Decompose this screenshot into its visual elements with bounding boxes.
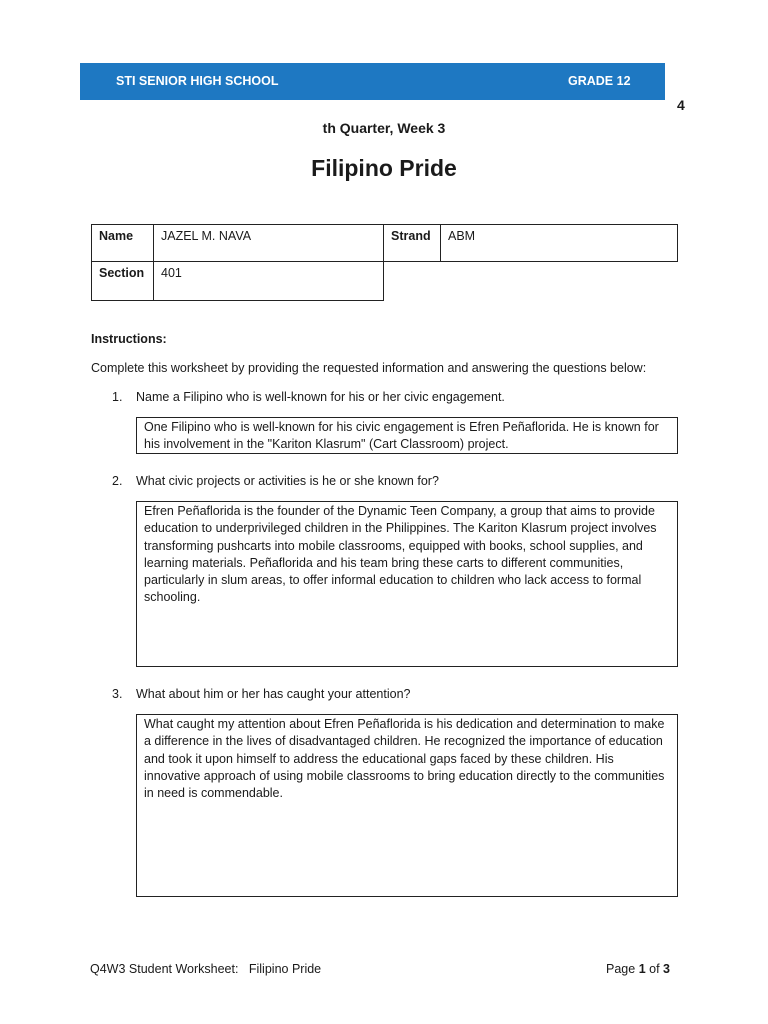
page-title: Filipino Pride bbox=[311, 155, 457, 181]
page-word: Page bbox=[606, 962, 636, 976]
strand-value: ABM bbox=[440, 224, 678, 262]
answer-box-2[interactable]: Efren Peñaflorida is the founder of the Dynamic Teen Company, a group that aims to provide education to underprivileged children in the Philippines. The Kariton Klasrum project involves transforming pushcarts into mobile classrooms, equipped with books, school supplies, and learning materials. Peñaflorida and his team bring these carts to different communities, particularly in slum areas, to offer informal education to children who lack access to formal schooling. bbox=[136, 501, 678, 667]
answer-box-3[interactable]: What caught my attention about Efren Peñaflorida is his dedication and determination to make a difference in the lives of disadvantaged children. He recognized the importance of education and took it upon himself to address the educational gaps faced by these children. His innovative approach of using mobile classrooms to bring education directly to the communities in need is commendable. bbox=[136, 714, 678, 897]
question-number: 1. bbox=[112, 390, 123, 404]
instructions-label: Instructions: bbox=[91, 332, 167, 346]
quarter-number: 4 bbox=[677, 97, 685, 113]
footer-worksheet-title: Q4W3 Student Worksheet: Filipino Pride bbox=[90, 962, 322, 976]
strand-label: Strand bbox=[383, 224, 441, 262]
page-of: of bbox=[649, 962, 660, 976]
instructions-text: Complete this worksheet by providing the requested information and answering the questions below: bbox=[91, 361, 647, 375]
question-number: 3. bbox=[112, 687, 123, 701]
header-bar bbox=[80, 63, 665, 100]
page-subtitle: th Quarter, Week 3 bbox=[322, 120, 446, 136]
question-text: Name a Filipino who is well-known for his or her civic engagement. bbox=[136, 390, 505, 404]
name-label: Name bbox=[91, 224, 154, 262]
grade-level: GRADE 12 bbox=[568, 74, 631, 88]
page-total: 3 bbox=[663, 962, 670, 976]
page-current: 1 bbox=[638, 962, 646, 976]
answer-box-1[interactable]: One Filipino who is well-known for his civic engagement is Efren Peñaflorida. He is known for his involvement in the "Kariton Klasrum" (Cart Classroom) project. bbox=[136, 417, 678, 454]
question-text: What about him or her has caught your attention? bbox=[136, 687, 411, 701]
section-label: Section bbox=[91, 261, 154, 301]
question-number: 2. bbox=[112, 474, 123, 488]
school-name: STI SENIOR HIGH SCHOOL bbox=[116, 74, 279, 88]
name-value: JAZEL M. NAVA bbox=[153, 224, 384, 262]
footer-page-number bbox=[606, 962, 670, 976]
question-text: What civic projects or activities is he or she known for? bbox=[136, 474, 439, 488]
section-value: 401 bbox=[153, 261, 384, 301]
